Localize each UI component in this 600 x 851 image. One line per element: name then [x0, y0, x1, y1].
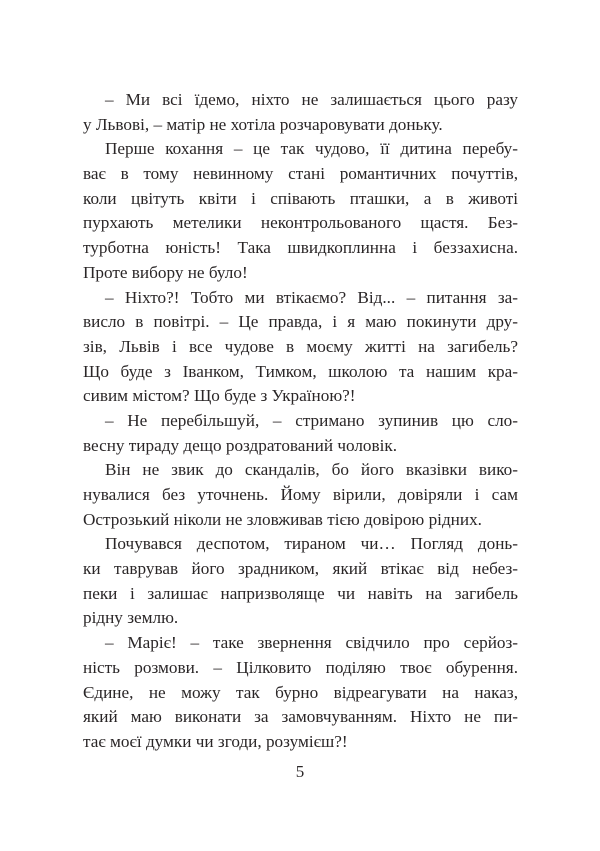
- text-line: ність розмови. – Цілковито поділяю твоє обурення.: [83, 657, 518, 677]
- text-line: який маю виконати за замовчуванням. Ніхто не пи-: [83, 707, 518, 727]
- text-line: у Львові, – матір не хотіла розчаровувати доньку.: [83, 114, 443, 134]
- page-body-text: [83, 88, 518, 755]
- text-line: Що буде з Іванком, Тимком, школою та нашим кра-: [83, 361, 518, 381]
- paragraph: [83, 458, 518, 532]
- text-line: Він не звик до скандалів, бо його вказівки вико-: [105, 460, 518, 480]
- text-line: тає моєї думки чи згоди, розумієш?!: [83, 731, 348, 751]
- page-number: 5: [295, 762, 305, 781]
- text-line: нувалися без уточнень. Йому вірили, довіряли і сам: [83, 485, 518, 504]
- text-line: пурхають метелики неконтрольованого щастя. Без-: [83, 213, 518, 233]
- text-line: ки таврував його зрадником, який втікає від небез-: [83, 559, 518, 579]
- text-line: – Ми всі їдемо, ніхто не залишається цього разу: [105, 90, 518, 109]
- text-line: – Маріє! – таке звернення свідчило про серйоз-: [105, 633, 518, 653]
- text-line: сивим містом? Що буде з Україною?!: [83, 386, 356, 406]
- text-line: Почувався деспотом, тираном чи… Погляд донь-: [105, 534, 518, 554]
- text-line: весну тираду дещо роздратований чоловік.: [83, 435, 398, 455]
- text-line: пеки і залишає напризволяще чи навіть на загибель: [83, 583, 518, 603]
- paragraph: [83, 532, 518, 631]
- text-line: ває в тому невинному стані романтичних почуттів,: [83, 164, 518, 184]
- text-line: коли цвітуть квіти і співають пташки, а в животі: [83, 188, 518, 208]
- paragraph: [83, 137, 518, 285]
- text-line: Острозький ніколи не зловживав тією довірою рідних.: [83, 509, 482, 529]
- paragraph: [83, 286, 518, 409]
- paragraph: [83, 631, 518, 754]
- paragraph: [83, 88, 518, 137]
- text-line: висло в повітрі. – Це правда, і я маю покинути дру-: [83, 312, 518, 332]
- text-line: рідну землю.: [83, 608, 179, 628]
- text-line: зів, Львів і все чудове в моєму житті на загибель?: [83, 336, 518, 356]
- text-line: Перше кохання – це так чудово, її дитина перебу-: [105, 139, 518, 159]
- text-line: Проте вибору не було!: [83, 262, 248, 282]
- text-line: – Ніхто?! Тобто ми втікаємо? Від... – питання за-: [105, 287, 518, 307]
- paragraph: [83, 409, 518, 458]
- text-line: – Не перебільшуй, – стримано зупинив цю сло-: [105, 410, 518, 430]
- text-line: Єдине, не можу так бурно відреагувати на наказ,: [83, 682, 518, 702]
- text-line: турботна юність! Така швидкоплинна і беззахисна.: [83, 238, 518, 258]
